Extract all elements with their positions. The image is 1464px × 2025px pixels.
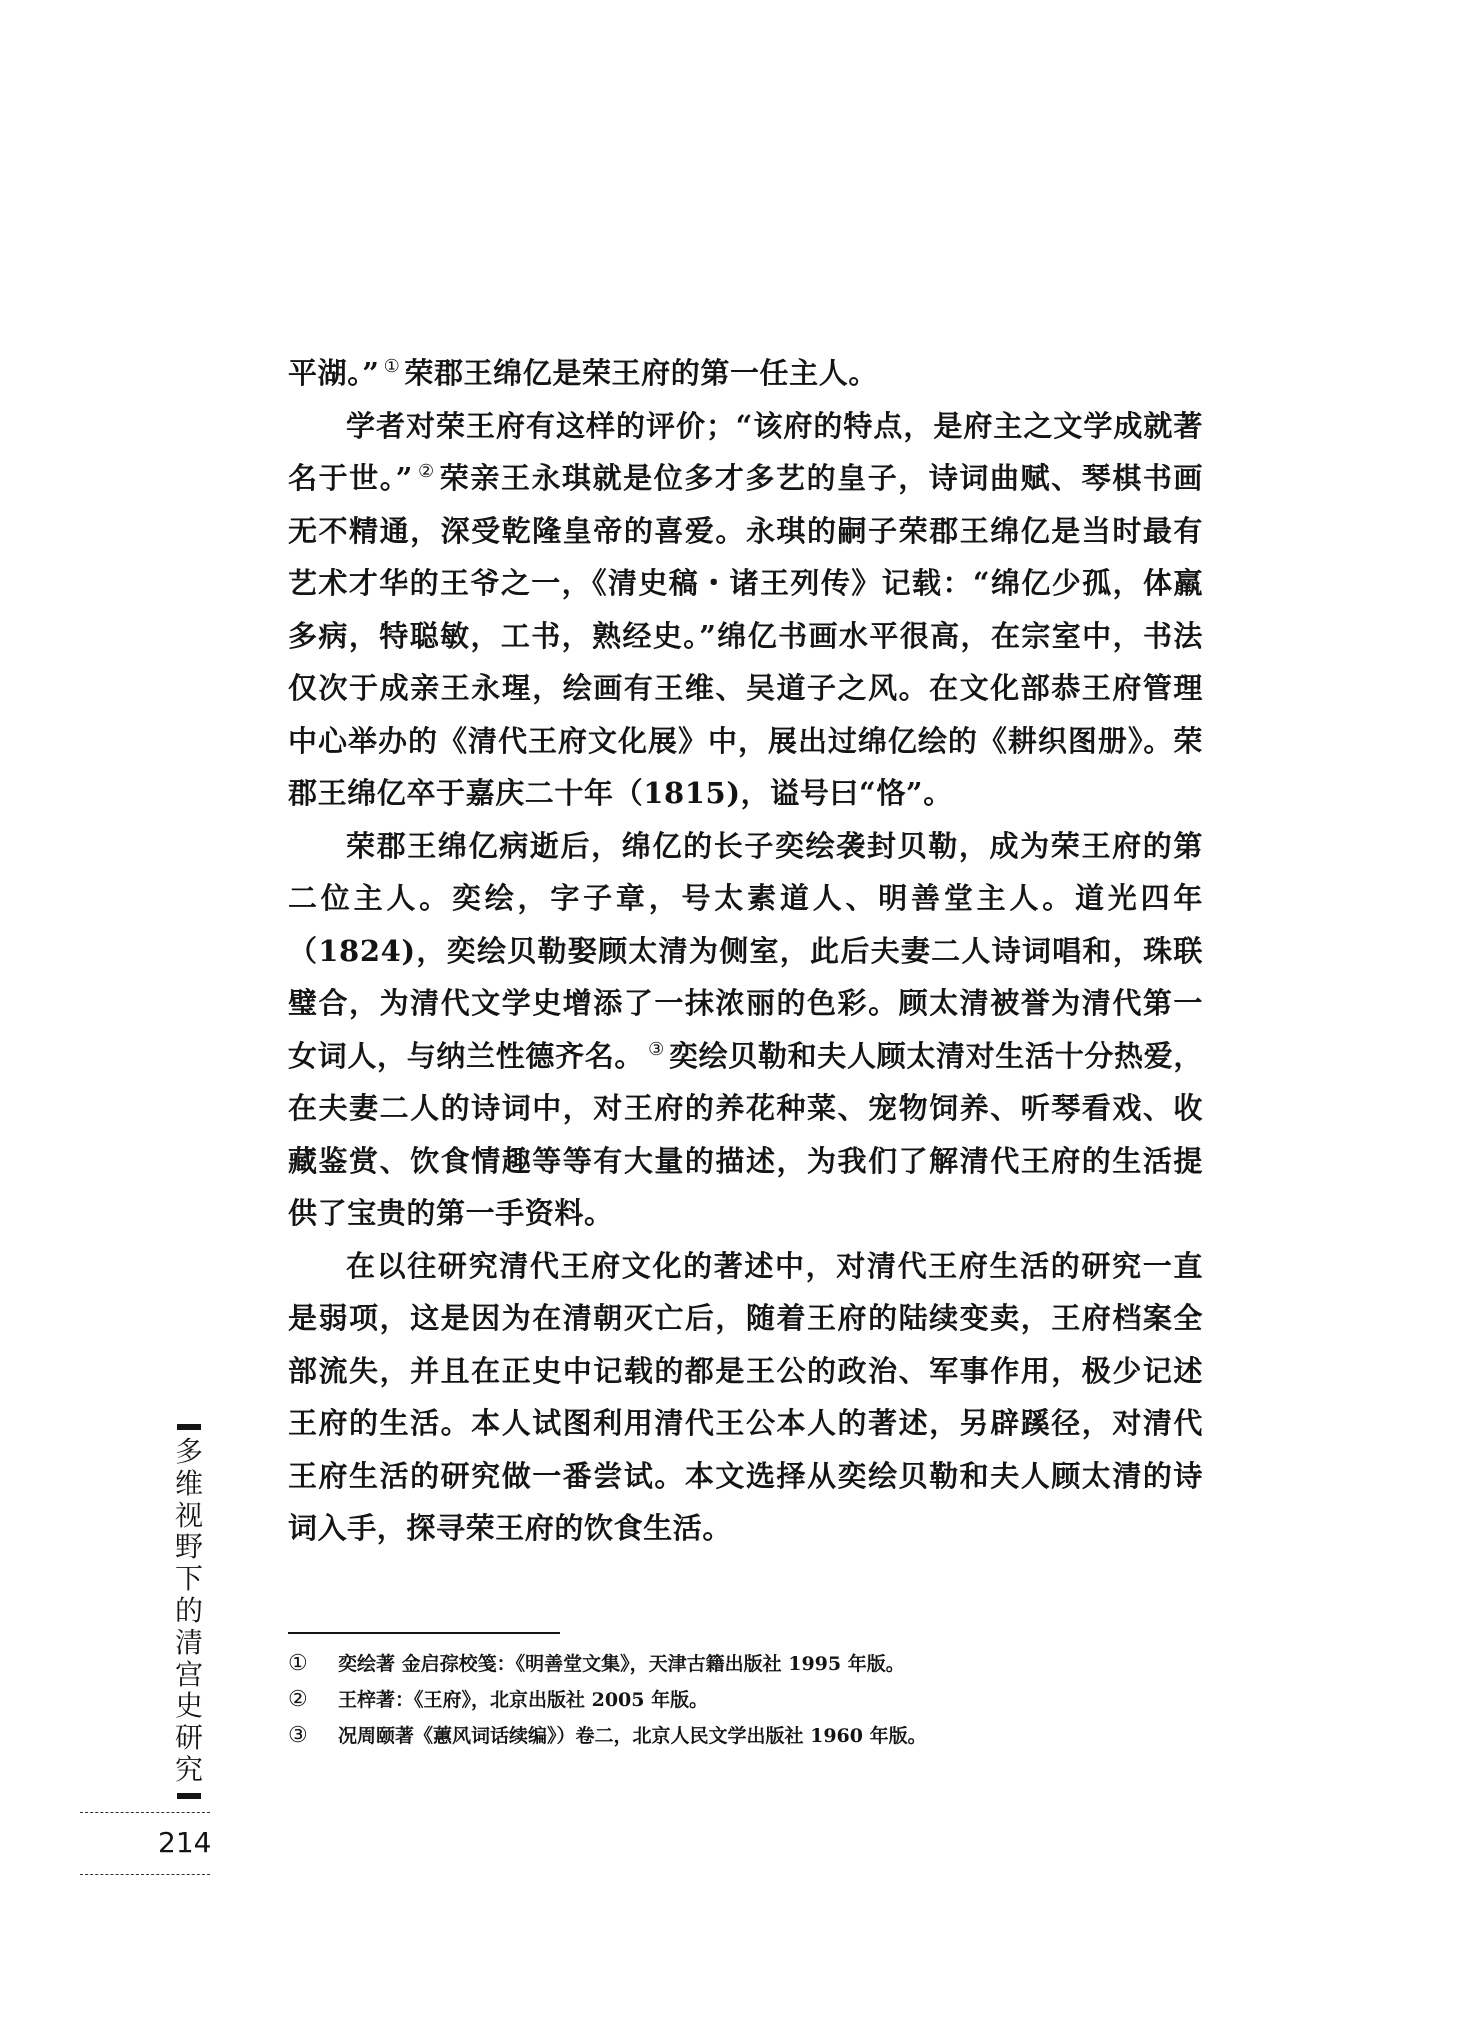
paragraph-text: 荣亲王永琪就是位多才多艺的皇子，诗词曲赋、琴棋书画无不精通，深受乾隆皇帝的喜爱。永琪的嗣子荣郡王绵亿是当时最有艺术才华的王爷之一，《清史稿・诸王列传》记载：“绵亿少孤，体羸多病，特聪敏，工书，熟经史。”绵亿书画水平很高，在宗室中，书法仅次于成亲王永瑆，绘画有王维、吴道子之风。在文化部恭王府管理中心举办的《清代王府文化展》中，展出过绵亿绘的《耕织图册》。荣郡王绵亿卒于嘉庆二十年（1815)，谥号曰“恪”。 (288, 461, 1203, 810)
footnote-item (288, 1682, 1203, 1718)
running-title-char: 研 (174, 1721, 203, 1755)
running-title (172, 1418, 206, 1805)
running-title-char: 宫 (174, 1657, 203, 1691)
running-title-char: 野 (174, 1530, 203, 1564)
paragraph-text: 奕绘贝勒和夫人顾太清对生活十分热爱，在夫妻二人的诗词中，对王府的养花种菜、宠物饲养、听琴看戏、收藏鉴赏、饮食情趣等等有大量的描述，为我们了解清代王府的生活提供了宝贵的第一手资料。 (288, 1038, 1203, 1230)
footnote-text: 王梓著：《王府》，北京出版社 2005 年版。 (338, 1689, 709, 1711)
running-title-char: 视 (174, 1498, 203, 1532)
footnote-mark: ② (288, 1687, 308, 1712)
running-title-text (175, 1436, 203, 1787)
paragraph (288, 820, 1203, 1240)
paragraph (288, 1240, 1203, 1555)
paragraph-text: 在以往研究清代王府文化的著述中，对清代王府生活的研究一直是弱项，这是因为在清朝灭亡后，随着王府的陆续变卖，王府档案全部流失，并且在正史中记载的都是王公的政治、军事作用，极少记述王府的生活。本人试图利用清代王公本人的著述，另辟蹊径，对清代王府生活的研究做一番尝试。本文选择从奕绘贝勒和夫人顾太清的诗词入手，探寻荣王府的饮食生活。 (288, 1248, 1203, 1545)
page-number-rule-top (80, 1812, 210, 1813)
paragraph (288, 347, 1203, 400)
footnote-divider (288, 1632, 560, 1634)
running-title-char: 下 (174, 1562, 203, 1596)
bracket-bottom-mark (177, 1793, 201, 1799)
footnote-item (288, 1646, 1203, 1682)
running-title-char: 清 (174, 1625, 203, 1659)
paragraph-text: 平湖。” (288, 356, 380, 390)
body-text (288, 347, 1203, 1555)
footnote-mark: ③ (288, 1723, 308, 1748)
paragraph (288, 400, 1203, 820)
footnote-mark: ① (288, 1651, 308, 1676)
footnote-text: 况周颐著《蕙风词话续编》）卷二，北京人民文学出版社 1960 年版。 (338, 1725, 927, 1747)
footnote-text: 奕绘著 金启孮校笺：《明善堂文集》，天津古籍出版社 1995 年版。 (338, 1653, 905, 1675)
running-title-char: 多 (174, 1435, 203, 1468)
footnotes (288, 1646, 1203, 1754)
footnote-reference: ① (383, 356, 401, 378)
running-title-char: 的 (174, 1593, 203, 1627)
page-number-rule-bottom (80, 1874, 210, 1875)
footnote-reference: ② (417, 461, 436, 483)
running-title-char: 史 (174, 1689, 203, 1723)
footnote-reference: ③ (648, 1038, 665, 1060)
running-title-char: 究 (174, 1752, 203, 1786)
paragraph-text: 荣郡王绵亿病逝后，绵亿的长子奕绘袭封贝勒，成为荣王府的第二位主人。奕绘，字子章，号太素道人、明善堂主人。道光四年（1824)，奕绘贝勒娶顾太清为侧室，此后夫妻二人诗词唱和，珠联璧合，为清代文学史增添了一抹浓丽的色彩。顾太清被誉为清代第一女词人，与纳兰性德齐名。 (288, 828, 1203, 1073)
page-number: 214 (158, 1826, 212, 1859)
running-title-char: 维 (174, 1466, 203, 1500)
paragraph-text: 学者对荣王府有这样的评价；“该府的特点，是府主之文学成就著名于世。” (288, 408, 1203, 495)
footnote-item (288, 1718, 1203, 1754)
bracket-top-mark (177, 1424, 201, 1430)
paragraph-text: 荣郡王绵亿是荣王府的第一任主人。 (404, 356, 878, 390)
